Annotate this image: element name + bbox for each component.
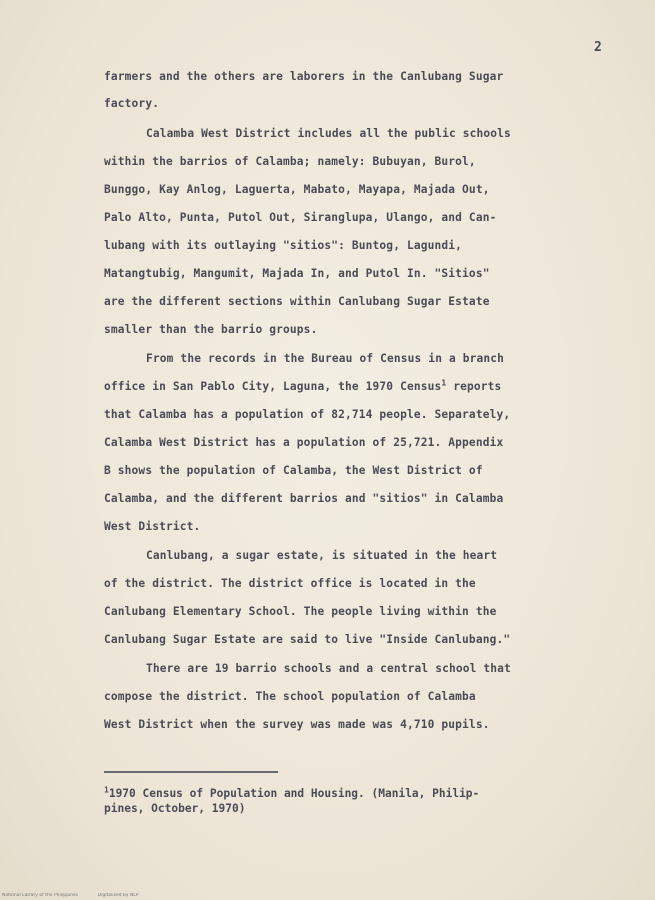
text-line: lubang with its outlaying "sitios": Buntog, Lagundi, — [104, 239, 463, 252]
scan-footer — [2, 893, 652, 900]
text-line: Palo Alto, Punta, Putol Out, Siranglupa, Ulango, and Can- — [104, 211, 497, 224]
text-line: There are 19 barrio schools and a central school that — [146, 662, 511, 675]
census-suffix: reports — [446, 380, 502, 393]
text-line: Calamba, and the different barrios and "sitios" in Calamba — [104, 492, 504, 505]
scan-footer-left: National Library of the Philippines — [2, 893, 79, 898]
text-line — [104, 380, 501, 393]
text-line: Bunggo, Kay Anlog, Laguerta, Mabato, Mayapa, Majada Out, — [104, 183, 490, 196]
footnote-divider — [104, 771, 278, 773]
text-line: Canlubang, a sugar estate, is situated in the heart — [146, 549, 498, 562]
footnote-line — [104, 787, 479, 800]
page-number: 2 — [594, 40, 602, 55]
text-line: within the barrios of Calamba; namely: Bubuyan, Burol, — [104, 155, 476, 168]
text-line: Calamba West District includes all the public schools — [146, 127, 511, 140]
footnote-line: pines, October, 1970) — [104, 802, 246, 815]
text-line: that Calamba has a population of 82,714 people. Separately, — [104, 408, 511, 421]
text-line: Matangtubig, Mangumit, Majada In, and Putol In. "Sitios" — [104, 267, 490, 280]
text-line: smaller than the barrio groups. — [104, 323, 318, 336]
text-line: Canlubang Sugar Estate are said to live "Inside Canlubang." — [104, 633, 511, 646]
text-line: of the district. The district office is located in the — [104, 577, 476, 590]
text-line: West District when the survey was made was 4,710 pupils. — [104, 718, 490, 731]
scan-footer-right: Digitalized by NLP — [97, 893, 139, 898]
census-text: office in San Pablo City, Laguna, the 1970 Census — [104, 380, 442, 393]
text-line: compose the district. The school population of Calamba — [104, 690, 476, 703]
text-line: farmers and the others are laborers in the Canlubang Sugar — [104, 70, 504, 83]
footnote-marker: 1 — [104, 785, 109, 795]
text-line: From the records in the Bureau of Census in a branch — [146, 352, 505, 365]
text-line: Calamba West District has a population of 25,721. Appendix — [104, 436, 504, 449]
footnote-ref: 1 — [441, 378, 447, 388]
text-line: factory. — [104, 97, 160, 110]
text-line: West District. — [104, 520, 201, 533]
text-line: B shows the population of Calamba, the West District of — [104, 464, 483, 477]
text-line: are the different sections within Canlubang Sugar Estate — [104, 295, 490, 308]
text-line: Canlubang Elementary School. The people living within the — [104, 605, 497, 618]
footnote-text: 1970 Census of Population and Housing. (Manila, Philip- — [108, 787, 480, 800]
